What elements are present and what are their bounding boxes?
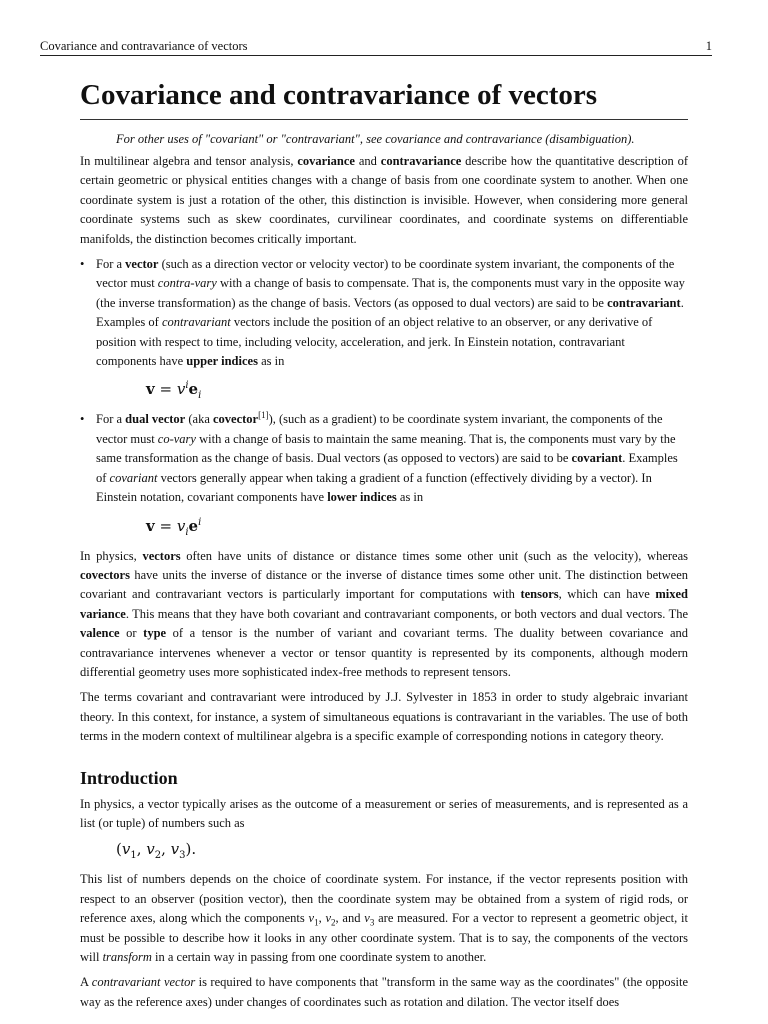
formula-lower-index: i	[198, 390, 202, 402]
formula-equals: =	[154, 380, 177, 399]
term-contra-vary: contra-vary	[157, 276, 217, 291]
term-contravariant-italic: contravariant	[161, 315, 231, 330]
formula-basis: e	[188, 516, 199, 535]
tuple-index: 3	[179, 850, 186, 862]
tuple-symbol: v	[146, 840, 155, 859]
text-run: In physics,	[80, 548, 143, 563]
text-run: . Examples of	[96, 451, 678, 485]
text-run: (aka	[185, 412, 213, 427]
introduction-paragraph-1: In physics, a vector typically arises as the outcome of a measurement or series of measurements, and is represented as a list (or tuple) of numbers such as	[80, 796, 688, 830]
text-run: vectors generally appear when taking a gradient of a function (effectively dividing by a vector). In Einstein notation, covariant components have	[96, 470, 652, 505]
introduction-paragraph-2	[80, 870, 688, 967]
text-run: A	[80, 975, 92, 990]
term-covariant-italic: covariant	[109, 470, 158, 485]
hatnote: For other uses of "covariant" or "contravariant", see covariance and contravariance (disambiguation).	[116, 132, 635, 146]
term-lower-indices: lower indices	[327, 490, 397, 505]
text-run: as in	[257, 354, 285, 369]
text-run: vectors include the position of an object relative to an observer, or any derivative of position with respect to time, including velocity, acceleration, and jerk. In Einstein notation, contravariant components have	[96, 315, 653, 369]
formula-upper-index: i	[185, 380, 189, 392]
text-run: is required to have components that "transform in the same way as the coordinates" (the opposite way as the reference axes) under changes of coordinates such as rotation and dilation. The vector itself does	[80, 975, 688, 1009]
term-covectors: covectors	[80, 567, 130, 582]
formula-tuple	[80, 837, 688, 868]
formula-covariant	[96, 511, 688, 545]
text-run: In multilinear algebra and tensor analysis,	[80, 154, 298, 168]
page-number: 1	[705, 39, 712, 53]
text-run: as in	[396, 490, 424, 505]
term-transform: transform	[102, 950, 152, 964]
component-index: 2	[331, 917, 336, 928]
term-contravariant: contravariant	[607, 295, 681, 310]
bullet-vector	[80, 255, 688, 408]
component-symbol: v	[364, 911, 370, 926]
text-run: (such as a direction vector or velocity vector) to be coordinate system invariant, the components of the vector must	[96, 257, 675, 291]
term-vector: vector	[125, 257, 159, 272]
text-run: For a	[96, 412, 126, 427]
formula-equals: =	[154, 516, 177, 535]
term-covector: covector	[213, 412, 259, 427]
formula-upper-index: i	[198, 516, 202, 528]
formula-lhs: v	[146, 380, 155, 399]
article-body	[80, 75, 688, 1018]
page-title: Covariance and contravariance of vectors	[80, 75, 688, 120]
tuple-close: ).	[185, 840, 197, 859]
tuple-open: (	[116, 840, 122, 859]
text-run: , and	[335, 911, 365, 926]
bullet-list	[80, 255, 688, 544]
physics-paragraph	[80, 547, 688, 683]
text-run: are measured. For a vector to represent a geometric object, it must be possible to describe how it looks in any other coordinate system. That is to say, the components of the vectors will	[80, 911, 688, 964]
text-run: with a change of basis to maintain the same meaning. That is, the components must vary by the same transformation as the change of basis. Dual vectors (as opposed to vectors) are said to be	[96, 431, 676, 466]
bullet-dual-vector	[80, 410, 688, 544]
text-run: with a change of basis to compensate. That is, the components must vary in the opposite way (the inverse transformation) as the change of basis. Vectors (as opposed to dual vectors) are said to be	[96, 276, 685, 310]
text-run: often have units of distance or distance times some other unit (such as the velocity), whereas	[180, 548, 688, 563]
term-covariant: covariant	[571, 451, 623, 466]
tuple-separator: ,	[161, 840, 171, 859]
component-index: 3	[369, 917, 375, 928]
text-run: ), (such as a gradient) to be coordinate system invariant, the components of the vector must	[96, 412, 663, 446]
text-run: . Examples of	[96, 295, 684, 330]
term-contravariant-vector: contravariant vector	[91, 975, 196, 990]
term-covariance: covariance	[297, 154, 355, 168]
intro-paragraph	[80, 152, 688, 249]
text-run: or	[119, 626, 144, 641]
formula-lhs: v	[146, 516, 155, 535]
tuple-symbol: v	[121, 840, 131, 859]
text-run: and	[354, 154, 381, 168]
running-header	[40, 39, 712, 56]
term-vectors: vectors	[142, 548, 181, 563]
term-valence: valence	[80, 626, 120, 641]
formula-coefficient: v	[176, 380, 186, 399]
text-run: of a tensor is the number of variant and covariant terms. The duality between covariance and contravariance intervenes whenever a vector or tensor quantity is represented by its components, although modern differential geometry uses more sophisticated index-free methods to represent tensors.	[80, 626, 688, 679]
formula-basis: e	[188, 380, 199, 399]
text-run: have units the inverse of distance or the inverse of distance times some other unit. The distinction between covariant and contravariant vectors is particularly important for computations with	[80, 567, 688, 602]
tuple-symbol: v	[170, 840, 180, 859]
reference-link[interactable]: [1]	[258, 410, 269, 421]
term-co-vary: co-vary	[157, 431, 196, 446]
term-contravariance: contravariance	[380, 154, 462, 168]
text-run: describe how the quantitative description of certain geometric or physical entities changes with a change of basis from one coordinate system to another. When one coordinate system is just a rotation of the other, this distinction is invisible. However, when considering more general coordinate systems such as skew coordinates, curvilinear coordinates, and coordinate systems on differentiable manifolds, the distinction becomes critically important.	[80, 154, 688, 246]
term-type: type	[143, 626, 167, 641]
term-dual-vector: dual vector	[125, 412, 186, 427]
formula-coefficient: v	[176, 516, 186, 535]
term-mixed-variance: mixed variance	[80, 587, 688, 621]
component-index: 1	[314, 917, 319, 928]
text-run: . This means that they have both covariant and contravariant components, or both vectors and dual vectors. The	[125, 606, 688, 621]
running-title: Covariance and contravariance of vectors	[40, 39, 248, 53]
component-symbol: v	[308, 911, 315, 926]
formula-contravariant	[96, 374, 688, 408]
text-run: This list of numbers depends on the choice of coordinate system. For instance, if the vector represents position with respect to an observer (position vector), then the coordinate system may be obtained from a system of rigid rods, or reference axes, along which the components	[80, 872, 688, 926]
introduction-paragraph-3	[80, 973, 688, 1012]
section-heading-introduction: Introduction	[80, 767, 178, 788]
tuple-index: 1	[130, 850, 137, 862]
text-run: , which can have	[558, 587, 656, 602]
formula-lower-index: i	[185, 526, 189, 538]
component-symbol: v	[325, 911, 332, 926]
term-tensors: tensors	[520, 587, 559, 602]
tuple-index: 2	[154, 850, 162, 862]
text-run: For a	[96, 257, 126, 272]
text-run: in a certain way in passing from one coordinate system to another.	[151, 950, 487, 964]
tuple-separator: ,	[136, 840, 147, 859]
history-paragraph: The terms covariant and contravariant were introduced by J.J. Sylvester in 1853 in order to study algebraic invariant theory. In this context, for instance, a system of simultaneous equations is contravariant in the variables. The use of both terms in the modern context of multilinear algebra is a specific example of corresponding notions in category theory.	[80, 690, 688, 744]
term-upper-indices: upper indices	[186, 354, 258, 369]
text-run: ,	[318, 911, 326, 926]
